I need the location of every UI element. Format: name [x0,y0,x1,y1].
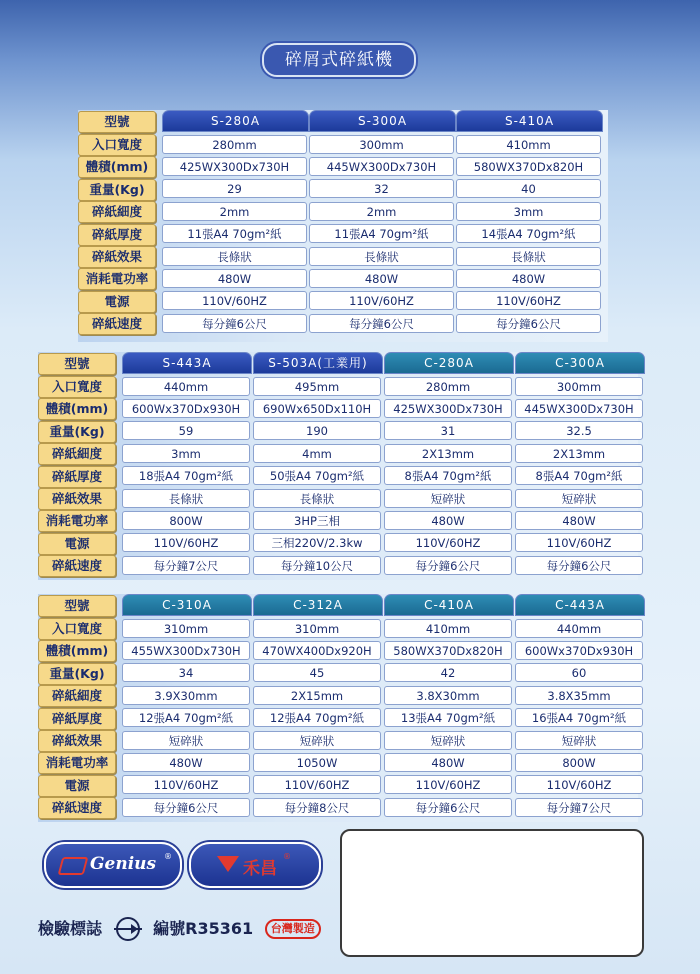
model-header: S-280A [162,110,309,132]
spec-row-label: 電源 [78,291,156,313]
spec-cell: 600Wx370Dx930H [122,399,250,418]
spec-cell: 480W [162,269,307,288]
spec-cell: 13張A4 70gm²紙 [384,708,512,727]
spec-row-label: 入口寬度 [38,376,116,398]
spec-cell: 29 [162,179,307,198]
spec-cell: 2mm [309,202,454,221]
spec-cell: 每分鐘6公尺 [162,314,307,333]
spec-cell: 32 [309,179,454,198]
spec-cell: 短碎狀 [253,731,381,750]
spec-cell: 每分鐘6公尺 [456,314,601,333]
spec-row-label: 體積(mm) [38,398,116,420]
spec-row-label: 碎紙效果 [38,488,116,510]
spec-cell: 110V/60HZ [384,775,512,794]
model-header: S-443A [122,352,252,374]
inspection-mark-line [38,915,321,941]
spec-row-label: 碎紙厚度 [38,466,116,488]
spec-cell: 59 [122,421,250,440]
spec-cell: 480W [384,511,512,530]
spec-cell: 短碎狀 [515,731,643,750]
spec-row-label: 消耗電功率 [38,752,116,774]
spec-cell: 110V/60HZ [515,775,643,794]
spec-cell: 280mm [384,377,512,396]
spec-cell: 110V/60HZ [384,533,512,552]
spec-cell: 34 [122,663,250,682]
hechang-logo-text: 禾昌 [243,859,277,879]
spec-cell: 短碎狀 [384,731,512,750]
spec-row-label: 碎紙速度 [38,555,116,577]
spec-cell: 16張A4 70gm²紙 [515,708,643,727]
spec-row-label: 入口寬度 [38,618,116,640]
spec-cell: 300mm [309,135,454,154]
spec-cell: 每分鐘7公尺 [122,556,250,575]
inspection-number: 編號R35361 [153,918,254,938]
spec-cell: 110V/60HZ [122,775,250,794]
spec-cell: 480W [384,753,512,772]
spec-cell: 每分鐘6公尺 [384,798,512,817]
spec-row-label: 體積(mm) [38,640,116,662]
hechang-registered-mark: ® [283,852,291,861]
spec-row-label: 重量(Kg) [38,663,116,685]
spec-row-label: 體積(mm) [78,156,156,178]
spec-cell: 短碎狀 [515,489,643,508]
spec-cell: 480W [456,269,601,288]
spec-row-label: 碎紙細度 [38,685,116,707]
spec-cell: 每分鐘6公尺 [122,798,250,817]
model-header: S-410A [456,110,603,132]
spec-cell: 3HP三相 [253,511,381,530]
hechang-mark-icon [217,856,239,872]
spec-cell: 8張A4 70gm²紙 [515,466,643,485]
genius-mark-icon [58,857,89,875]
spec-cell: 3.9X30mm [122,686,250,705]
spec-cell: 110V/60HZ [309,291,454,310]
spec-table-3 [38,594,638,822]
spec-cell: 495mm [253,377,381,396]
spec-cell: 14張A4 70gm²紙 [456,224,601,243]
spec-cell: 4mm [253,444,381,463]
spec-row-label: 碎紙細度 [78,201,156,223]
spec-cell: 40 [456,179,601,198]
spec-cell: 11張A4 70gm²紙 [162,224,307,243]
spec-row-label: 碎紙速度 [38,797,116,819]
model-header: C-280A [384,352,514,374]
spec-cell: 310mm [253,619,381,638]
spec-cell: 三相220V/2.3kw [253,533,381,552]
spec-cell: 50張A4 70gm²紙 [253,466,381,485]
made-in-taiwan-badge: 台灣製造 [265,919,321,939]
spec-cell: 425WX300Dx730H [384,399,512,418]
spec-table-1 [78,110,608,342]
spec-cell: 長條狀 [122,489,250,508]
spec-cell: 2X13mm [515,444,643,463]
model-header: C-310A [122,594,252,616]
spec-cell: 11張A4 70gm²紙 [309,224,454,243]
spec-cell: 480W [309,269,454,288]
inspection-mark-icon [116,917,140,941]
spec-cell: 長條狀 [456,247,601,266]
spec-row-label: 碎紙效果 [78,246,156,268]
spec-cell: 455WX300Dx730H [122,641,250,660]
spec-row-label: 電源 [38,533,116,555]
spec-cell: 445WX300Dx730H [515,399,643,418]
spec-cell: 2X13mm [384,444,512,463]
spec-cell: 45 [253,663,381,682]
spec-cell: 短碎狀 [384,489,512,508]
genius-registered-mark: ® [164,852,172,861]
spec-cell: 800W [515,753,643,772]
model-header: S-503A(工業用) [253,352,383,374]
spec-cell: 410mm [384,619,512,638]
spec-cell: 110V/60HZ [253,775,381,794]
genius-logo-text: Genius [90,854,157,874]
spec-row-label: 電源 [38,775,116,797]
spec-table-2 [38,352,638,580]
model-label: 型號 [38,353,116,375]
model-header: C-443A [515,594,645,616]
spec-row-label: 碎紙厚度 [38,708,116,730]
spec-row-label: 碎紙細度 [38,443,116,465]
spec-cell: 長條狀 [162,247,307,266]
spec-cell: 每分鐘7公尺 [515,798,643,817]
spec-cell: 42 [384,663,512,682]
spec-cell: 110V/60HZ [515,533,643,552]
model-header: S-300A [309,110,456,132]
model-header: C-312A [253,594,383,616]
spec-cell: 每分鐘6公尺 [309,314,454,333]
spec-cell: 110V/60HZ [122,533,250,552]
spec-cell: 480W [122,753,250,772]
spec-row-label: 碎紙速度 [78,313,156,335]
spec-cell: 長條狀 [253,489,381,508]
spec-cell: 31 [384,421,512,440]
spec-cell: 690Wx650Dx110H [253,399,381,418]
spec-row-label: 重量(Kg) [38,421,116,443]
spec-cell: 410mm [456,135,601,154]
spec-cell: 每分鐘6公尺 [384,556,512,575]
spec-cell: 440mm [515,619,643,638]
spec-cell: 2mm [162,202,307,221]
spec-cell: 3.8X30mm [384,686,512,705]
spec-cell: 310mm [122,619,250,638]
spec-cell: 300mm [515,377,643,396]
spec-cell: 每分鐘10公尺 [253,556,381,575]
spec-cell: 425WX300Dx730H [162,157,307,176]
inspection-label: 檢驗標誌 [38,918,103,938]
spec-cell: 470WX400Dx920H [253,641,381,660]
spec-row-label: 入口寬度 [78,134,156,156]
spec-cell: 110V/60HZ [456,291,601,310]
spec-cell: 每分鐘8公尺 [253,798,381,817]
spec-row-label: 碎紙效果 [38,730,116,752]
spec-cell: 12張A4 70gm²紙 [253,708,381,727]
model-header: C-410A [384,594,514,616]
genius-logo [44,842,182,888]
spec-cell: 600Wx370Dx930H [515,641,643,660]
spec-cell: 3.8X35mm [515,686,643,705]
spec-cell: 445WX300Dx730H [309,157,454,176]
spec-cell: 每分鐘6公尺 [515,556,643,575]
spec-cell: 32.5 [515,421,643,440]
model-label: 型號 [78,111,156,133]
spec-cell: 580WX370Dx820H [384,641,512,660]
spec-cell: 110V/60HZ [162,291,307,310]
spec-cell: 60 [515,663,643,682]
spec-cell: 短碎狀 [122,731,250,750]
page-title: 碎屑式碎紙機 [262,43,416,77]
spec-cell: 440mm [122,377,250,396]
model-label: 型號 [38,595,116,617]
spec-row-label: 重量(Kg) [78,179,156,201]
spec-cell: 12張A4 70gm²紙 [122,708,250,727]
spec-cell: 3mm [456,202,601,221]
spec-cell: 長條狀 [309,247,454,266]
model-header: C-300A [515,352,645,374]
spec-cell: 580WX370Dx820H [456,157,601,176]
spec-cell: 280mm [162,135,307,154]
spec-cell: 480W [515,511,643,530]
spec-cell: 8張A4 70gm²紙 [384,466,512,485]
spec-row-label: 碎紙厚度 [78,224,156,246]
blank-note-box [340,829,644,957]
spec-row-label: 消耗電功率 [38,510,116,532]
spec-cell: 1050W [253,753,381,772]
spec-cell: 2X15mm [253,686,381,705]
spec-cell: 3mm [122,444,250,463]
spec-row-label: 消耗電功率 [78,268,156,290]
hechang-logo [189,842,321,888]
spec-cell: 190 [253,421,381,440]
spec-cell: 18張A4 70gm²紙 [122,466,250,485]
spec-cell: 800W [122,511,250,530]
